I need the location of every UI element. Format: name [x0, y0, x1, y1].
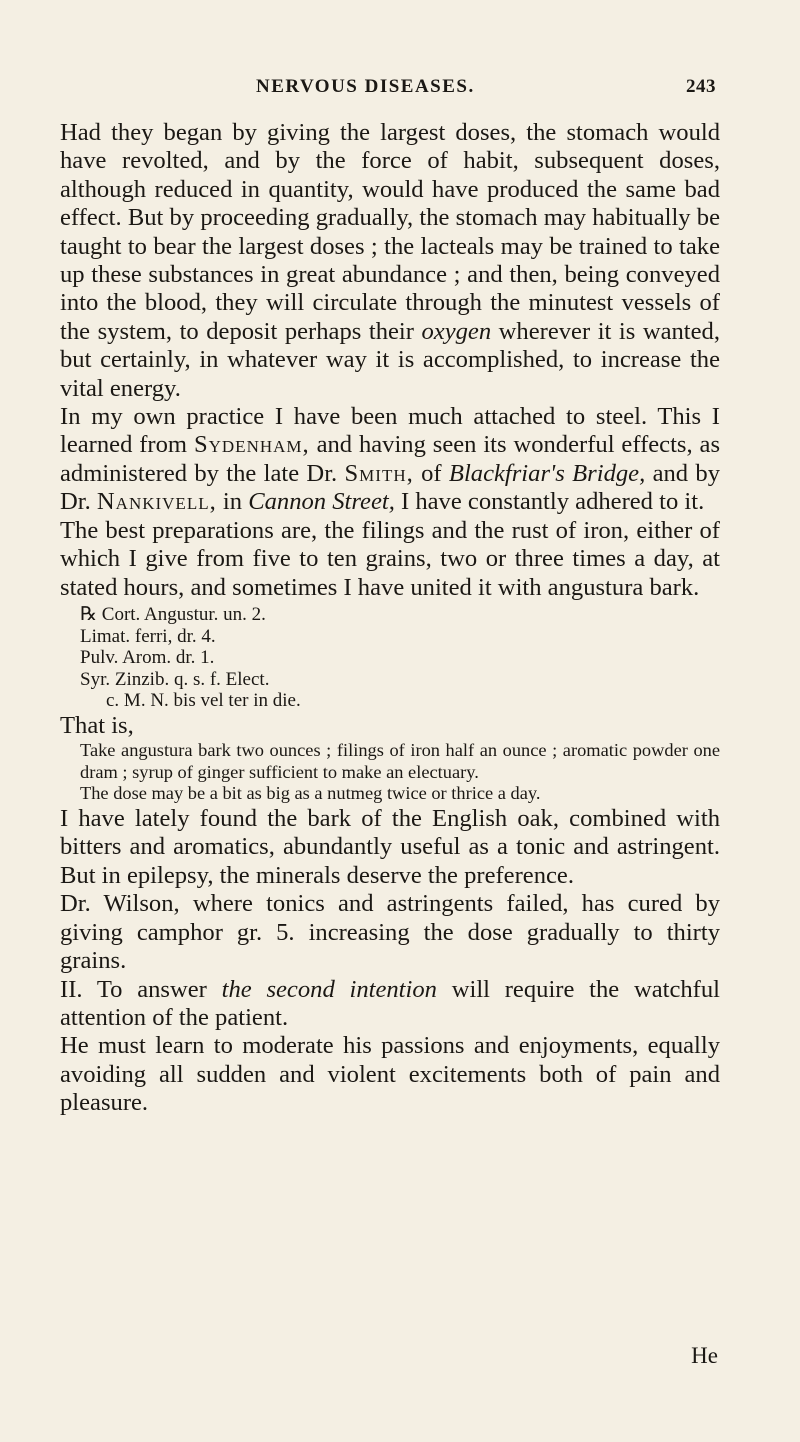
place-cannon-street: Cannon Street,: [248, 488, 395, 516]
recipe-line-4: Syr. Zinzib. q. s. f. Elect.: [80, 668, 270, 690]
running-header: [60, 76, 720, 104]
paragraph-3: The best preparations are, the filings and the rust of iron, either of which I give from five to ten grains, two or three times a day, at stated hours, and sometimes I have united it with angustura bark.: [60, 516, 720, 601]
prescription: [60, 604, 720, 712]
paragraph-6: Dr. Wilson, where tonics and astringents failed, has cured by giving camphor gr. 5. increasing the dose gradually to thirty grains.: [60, 890, 720, 975]
place-blackfriars: Blackfriar's Bridge,: [448, 459, 646, 487]
recipe-line-5: c. M. N. bis vel ter in die.: [106, 690, 301, 712]
recipe-line-2: Limat. ferri, dr. 4.: [80, 625, 216, 647]
translation-line-2: The dose may be a bit as big as a nutmeg twice or thrice a day.: [80, 783, 541, 804]
paragraph-8: He must learn to moderate his passions and enjoyments, equally avoiding all sudden and violent excitements both of pain and pleasure.: [60, 1032, 720, 1117]
page-number: 243: [686, 76, 716, 97]
recipe-line-3: Pulv. Arom. dr. 1.: [80, 647, 215, 669]
name-smith: Smith,: [344, 459, 414, 487]
page-body: [60, 119, 720, 1118]
name-sydenham: Sydenham,: [193, 431, 310, 459]
italic-second-intention: the second intention: [221, 975, 437, 1003]
name-nankivell: Nankivell,: [96, 488, 217, 516]
paragraph-that-is: That is,: [60, 711, 134, 739]
translation-line-1: Take angustura bark two ounces ; filings of iron half an ounce ; aromatic powder one dram ; syrup of ginger sufficient to make an electuary.: [80, 740, 720, 782]
paragraph-2: In my own practice I have been much attached to steel. This I learned from Sydenham, and having seen its wonderful effects, as administered by the late Dr. Smith, of Blackfriar's Bridge, and by Dr. Nankivell, in Cannon Street, I have constantly adhered to it.: [60, 403, 721, 516]
recipe-line-1: ℞ Cort. Angustur. un. 2.: [80, 603, 266, 625]
catchword: He: [691, 1343, 718, 1368]
paragraph-7: II. To answer the second intention will require the watchful attention of the patient.: [60, 975, 720, 1031]
paragraph-1: Had they began by giving the largest doses, the stomach would have revolted, and by the force of habit, subsequent doses, although reduced in quantity, would have produced the same bad effect. But by proceeding gradually, the stomach may habitually be taught to bear the largest doses ; the lacteals may be trained to take up these substances in great abundance ; and then, being conveyed into the blood, they will circulate through the minutest vessels of the system, to deposit perhaps their oxygen wherever it is wanted, but certainly, in whatever way it is accomplished, to increase the vital energy.: [60, 119, 721, 402]
italic-oxygen: oxygen: [421, 317, 492, 345]
paragraph-5: I have lately found the bark of the English oak, combined with bitters and aromatics, abundantly useful as a tonic and astringent. But in epilepsy, the minerals deserve the preference.: [60, 805, 720, 889]
running-title: NERVOUS DISEASES.: [256, 76, 475, 97]
